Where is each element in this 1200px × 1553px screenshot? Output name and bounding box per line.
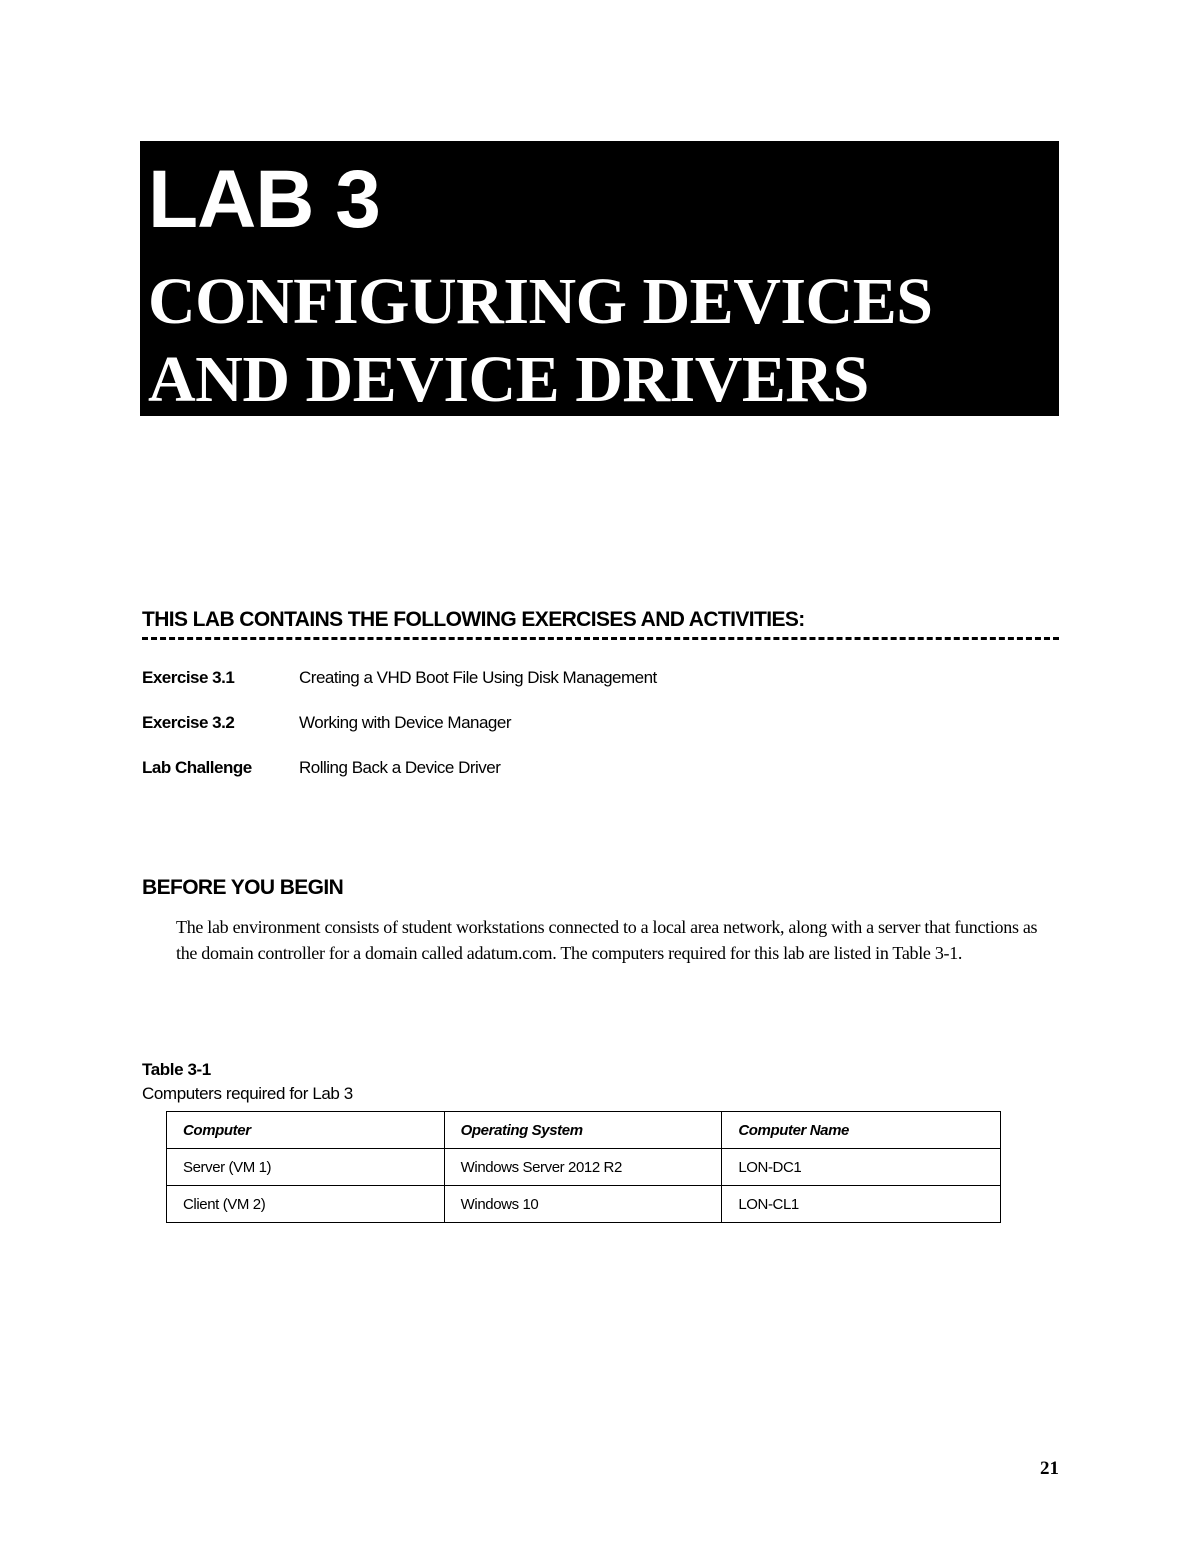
section-divider (142, 637, 1059, 640)
exercise-title: Working with Device Manager (299, 713, 511, 732)
table-caption: Computers required for Lab 3 (142, 1084, 353, 1103)
table-row (167, 1149, 1001, 1186)
table-cell: LON-DC1 (722, 1149, 1001, 1186)
exercise-title: Creating a VHD Boot File Using Disk Management (299, 668, 657, 687)
table-cell: Windows 10 (444, 1186, 722, 1223)
exercises-heading: THIS LAB CONTAINS THE FOLLOWING EXERCISES AND ACTIVITIES: (142, 608, 805, 631)
exercise-label: Exercise 3.1 (142, 668, 235, 687)
table-cell: LON-CL1 (722, 1186, 1001, 1223)
table-cell: Server (VM 1) (167, 1149, 445, 1186)
lab-title-block (140, 141, 1059, 416)
lab-title-line-2: AND DEVICE DRIVERS (148, 343, 869, 416)
exercise-label: Exercise 3.2 (142, 713, 235, 732)
computers-table (166, 1111, 1001, 1223)
table-cell: Client (VM 2) (167, 1186, 445, 1223)
exercise-label: Lab Challenge (142, 758, 252, 777)
before-you-begin-heading: BEFORE YOU BEGIN (142, 876, 344, 899)
table-header-cell: Computer (167, 1112, 445, 1149)
table-header-cell: Operating System (444, 1112, 722, 1149)
table-cell: Windows Server 2012 R2 (444, 1149, 722, 1186)
exercise-title: Rolling Back a Device Driver (299, 758, 501, 777)
table-row (167, 1186, 1001, 1223)
table-header-row (167, 1112, 1001, 1149)
lab-number: LAB 3 (148, 154, 380, 245)
table-header-cell: Computer Name (722, 1112, 1001, 1149)
page-number: 21 (1040, 1458, 1059, 1479)
lab-title-line-1: CONFIGURING DEVICES (148, 265, 933, 338)
before-you-begin-paragraph: The lab environment consists of student workstations connected to a local area network, along with a server that functions as the domain controller for a domain called adatum.com. The computers required for this lab are listed in Table 3-1. (176, 917, 1038, 963)
table-number: Table 3-1 (142, 1060, 211, 1079)
